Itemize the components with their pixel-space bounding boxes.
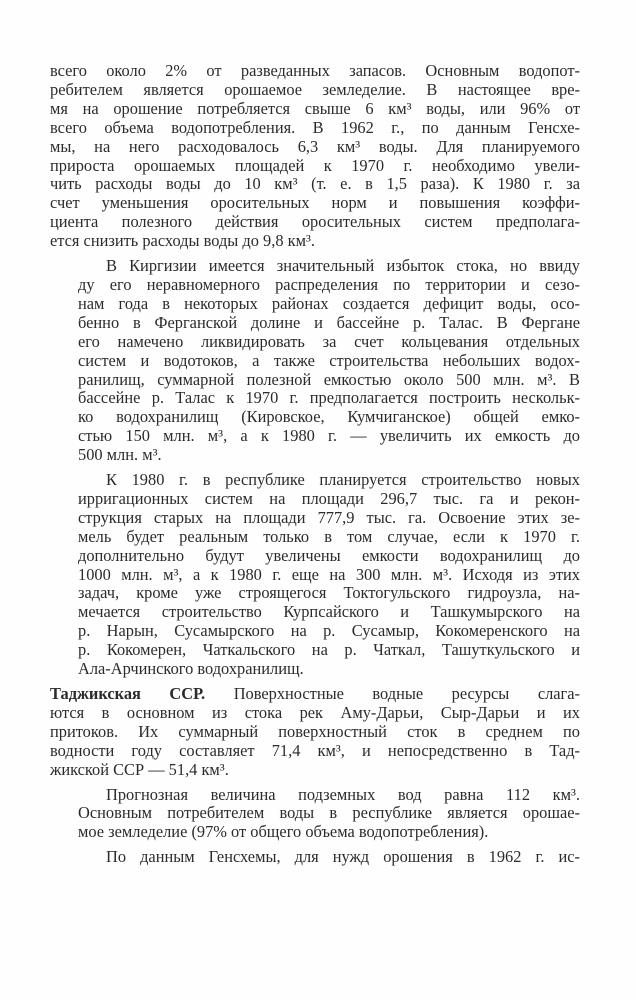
text-fragment: Поверхностные водные ресурсы слага- xyxy=(205,684,580,703)
text-line: р. Кокомерен, Чаткальского на р. Чаткал, Ташуткульского и xyxy=(78,640,580,660)
text-line: ду его неравномерного распределения по территории и сезо- xyxy=(78,274,580,294)
text-line: Основным потребителем воды в республике является орошае- xyxy=(78,803,580,823)
text-line: задач, кроме уже строящегося Токтогульского гидроузла, на- xyxy=(78,583,580,603)
text-line: счет уменьшения оросительных норм и повышения коэффи- xyxy=(50,193,580,213)
text-line: мое земледелие (97% от общего объема водопотребления). xyxy=(78,822,489,842)
text-line: ется снизить расходы воды до 9,8 км³. xyxy=(50,231,315,251)
text-line: стью 150 млн. м³, а к 1980 г. — увеличить их емкость до xyxy=(78,426,580,446)
text-line: К 1980 г. в республике планируется строительство новых xyxy=(106,470,580,490)
paragraph-kyrgyzstan-runoff xyxy=(50,257,580,465)
text-line: прироста орошаемых площадей к 1970 г. необходимо увели- xyxy=(50,155,580,175)
text-line: чить расходы воды до 10 км³ (т. е. в 1,5 раза). К 1980 г. за xyxy=(50,174,580,194)
text-line: притоков. Их суммарный поверхностный сток в среднем по xyxy=(50,721,580,741)
text-line: бассейне р. Талас к 1970 г. предполагается построить нескольк- xyxy=(78,388,580,408)
text-line: мы, на него расходовалось 6,3 км³ воды. Для планируемого xyxy=(50,136,580,156)
text-line: ранилищ, суммарной полезной емкостью около 500 млн. м³. В xyxy=(78,369,580,389)
text-line: дополнительно будут увеличены емкости водохранилищ до xyxy=(78,545,580,565)
paragraph-groundwater xyxy=(50,786,580,843)
body-text xyxy=(50,62,580,873)
text-line: мечается строительство Курпсайского и Ташкумырского на xyxy=(78,602,580,622)
text-line: жикской ССР — 51,4 км³. xyxy=(50,759,229,779)
text-line: ко водохранилищ (Кировское, Кумчиганское) общей емко- xyxy=(78,407,580,427)
text-line: 1000 млн. м³, а к 1980 г. еще на 300 млн. м³. Исходя из этих xyxy=(78,564,580,584)
text-line: бенно в Ферганской долине и бассейне р. Талас. В Фергане xyxy=(78,312,580,332)
text-line: По данным Генсхемы, для нужд орошения в 1962 г. ис- xyxy=(106,847,580,867)
text-line: ются в основном из стока рек Аму-Дарьи, Сыр-Дарьи и их xyxy=(50,702,580,722)
text-line: всего объема водопотребления. В 1962 г., по данным Генсхе- xyxy=(50,117,580,137)
text-line: Ала-Арчинского водохранилищ. xyxy=(78,659,304,679)
text-line: В Киргизии имеется значительный избыток стока, но ввиду xyxy=(106,256,580,276)
text-line xyxy=(50,685,580,704)
text-line: мя на орошение потребляется свыше 6 км³ воды, или 96% от xyxy=(50,98,580,118)
text-line: нам года в некоторых районах создается дефицит воды, осо- xyxy=(78,293,580,313)
text-line: циента полезного действия оросительных систем предполага- xyxy=(50,212,580,232)
text-line: 500 млн. м³. xyxy=(78,445,162,465)
text-line: его намечено ликвидировать за счет кольцевания отдельных xyxy=(78,331,580,351)
paragraph-irrigation-water-use xyxy=(50,62,580,251)
section-heading-tajik-ssr: Таджикская ССР. xyxy=(50,684,206,703)
text-line: Прогнозная величина подземных вод равна 112 км³. xyxy=(106,784,580,804)
paragraph-irrigation-plans-1980 xyxy=(50,471,580,679)
text-line: всего около 2% от разведанных запасов. Основным водопот- xyxy=(50,61,580,80)
paragraph-genscheme-1962 xyxy=(50,848,580,867)
paragraph-tajik-ssr xyxy=(50,685,580,780)
text-line: струкция старых на площади 777,9 тыс. га. Освоение этих зе- xyxy=(78,507,580,527)
text-line: мель будет реальным только в том случае, если к 1970 г. xyxy=(78,526,580,546)
text-line: ирригационных систем на площади 296,7 тыс. га и рекон- xyxy=(78,488,580,508)
text-line: систем и водотоков, а также строительства небольших водох- xyxy=(78,350,580,370)
text-line: водности году составляет 71,4 км³, и непосредственно в Тад- xyxy=(50,740,580,760)
text-line: р. Нарын, Сусамырского на р. Сусамыр, Кокомеренского на xyxy=(78,621,580,641)
text-line: ребителем является орошаемое земледелие. В настоящее вре- xyxy=(50,79,580,99)
